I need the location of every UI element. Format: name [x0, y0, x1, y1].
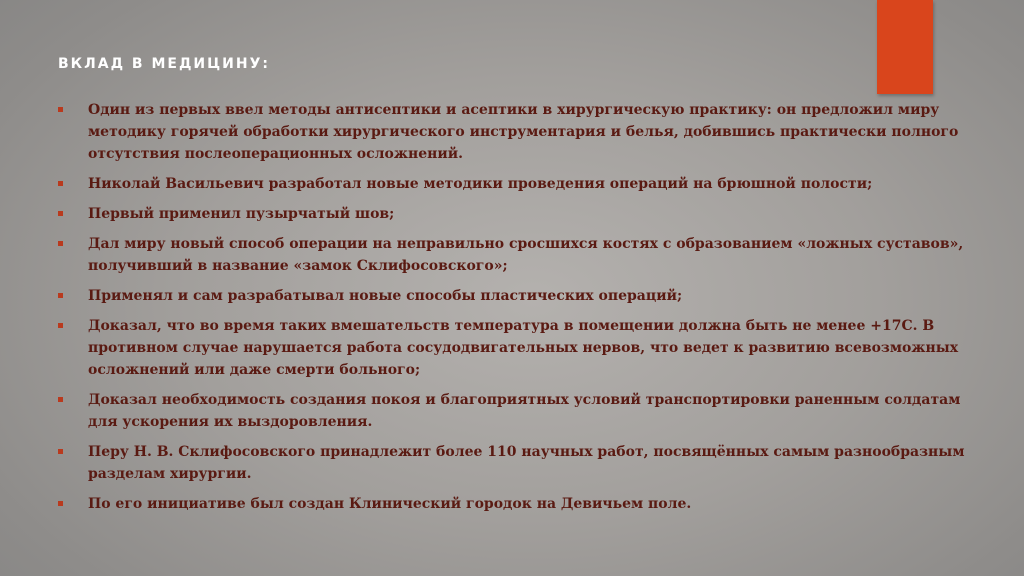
- list-item: [58, 493, 968, 515]
- list-item-text: Применял и сам разрабатывал новые способы пластических операций;: [88, 288, 683, 304]
- bullet-icon: [58, 211, 63, 216]
- list-item: [58, 389, 968, 433]
- slide-title: ВКЛАД В МЕДИЦИНУ:: [58, 56, 270, 72]
- list-item: [58, 173, 968, 195]
- bullet-icon: [58, 397, 63, 402]
- bullet-icon: [58, 293, 63, 298]
- bullet-icon: [58, 181, 63, 186]
- list-item: [58, 99, 968, 165]
- list-item: [58, 315, 968, 381]
- list-item-text: Первый применил пузырчатый шов;: [88, 206, 395, 222]
- list-item-text: Дал миру новый способ операции на неправильно сросшихся костях с образованием «ложных суставов», получивший в название «замок Склифосовского»;: [88, 236, 964, 274]
- accent-block: [877, 0, 933, 94]
- list-item-text: Перу Н. В. Склифосовского принадлежит более 110 научных работ, посвящённых самым разнообразным разделам хирургии.: [88, 444, 965, 482]
- bullet-icon: [58, 449, 63, 454]
- list-item-text: Доказал необходимость создания покоя и благоприятных условий транспортировки раненным солдатам для ускорения их выздоровления.: [88, 392, 961, 430]
- list-item-text: По его инициативе был создан Клинический городок на Девичьем поле.: [88, 496, 692, 512]
- bullet-icon: [58, 107, 63, 112]
- list-item-text: Доказал, что во время таких вмешательств температура в помещении должна быть не менее +17С. В противном случае нарушается работа сосудодвигательных нервов, что ведет к развитию всевозможных осложнений или даже смерти больного;: [88, 318, 959, 378]
- bullet-icon: [58, 501, 63, 506]
- list-item-text: Николай Васильевич разработал новые методики проведения операций на брюшной полости;: [88, 176, 873, 192]
- list-item: [58, 203, 968, 225]
- list-item: [58, 441, 968, 485]
- list-item: [58, 285, 968, 307]
- bullet-list: [58, 99, 968, 523]
- bullet-icon: [58, 323, 63, 328]
- list-item: [58, 233, 968, 277]
- bullet-icon: [58, 241, 63, 246]
- list-item-text: Один из первых ввел методы антисептики и асептики в хирургическую практику: он предложил миру методику горячей обработки хирургического инструментария и белья, добившись практически полного отсутствия послеоперационных осложнений.: [88, 102, 959, 162]
